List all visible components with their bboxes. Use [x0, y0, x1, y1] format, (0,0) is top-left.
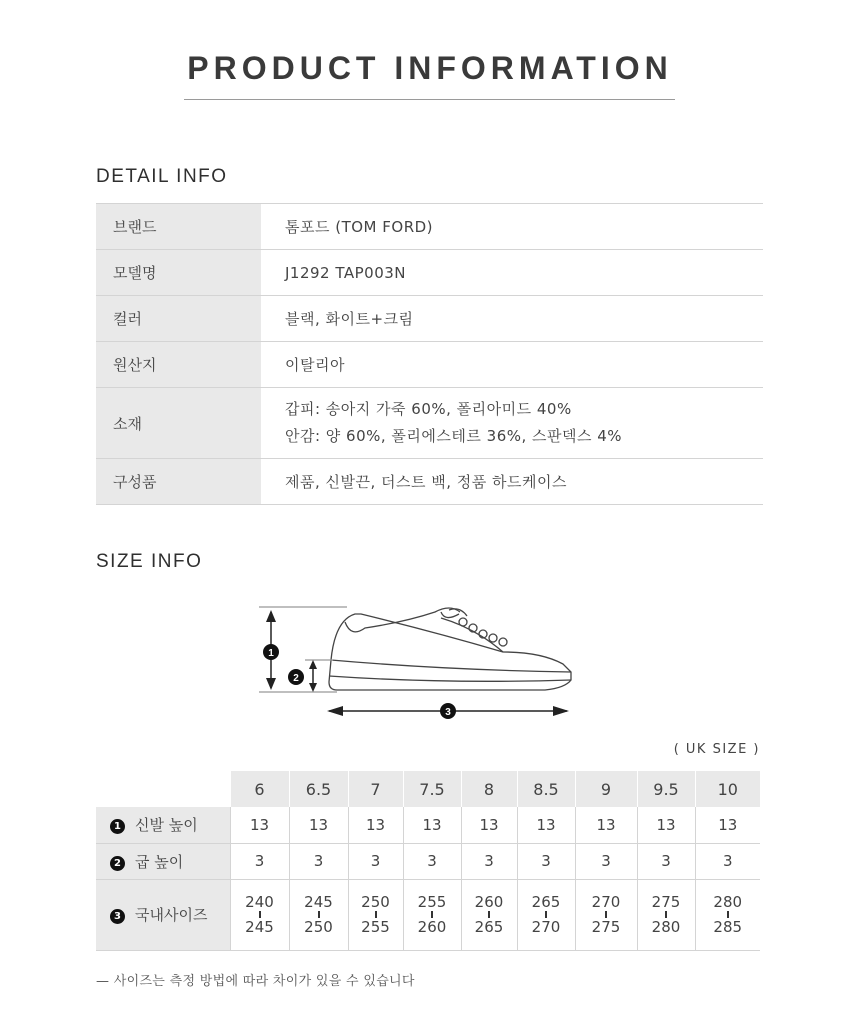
size-header-cell: 9	[575, 771, 637, 807]
table-cell: 3	[403, 843, 461, 879]
table-cell: 13	[230, 807, 289, 843]
page-title: PRODUCT INFORMATION	[187, 50, 673, 86]
heel-height-row	[96, 843, 760, 879]
detail-info-table	[96, 203, 763, 505]
size-range-cell	[348, 879, 403, 950]
size-info-heading: SIZE INFO	[96, 551, 203, 572]
title-underline	[184, 99, 675, 100]
row-label-text: 국내사이즈	[135, 906, 208, 924]
size-range-cell	[517, 879, 575, 950]
detail-value: 이탈리아	[261, 342, 763, 388]
size-range-cell	[230, 879, 289, 950]
size-range-cell	[289, 879, 348, 950]
table-cell: 13	[517, 807, 575, 843]
size-range-cell	[575, 879, 637, 950]
size-unit-label: ( UK SIZE )	[673, 742, 760, 757]
range-from: 260	[474, 893, 504, 911]
range-from: 250	[361, 893, 390, 911]
table-cell: 13	[637, 807, 695, 843]
size-range-cell	[695, 879, 760, 950]
table-cell: 13	[575, 807, 637, 843]
size-header-cell: 8.5	[517, 771, 575, 807]
row-label	[96, 879, 230, 950]
detail-label: 브랜드	[96, 204, 261, 250]
korean-size-row	[96, 879, 760, 950]
range-from: 245	[304, 893, 333, 911]
size-range-cell	[403, 879, 461, 950]
detail-label: 컬러	[96, 296, 261, 342]
size-header-cell: 6.5	[289, 771, 348, 807]
range-from: 280	[713, 893, 743, 911]
range-to: 250	[304, 918, 333, 936]
range-to: 280	[651, 918, 681, 936]
table-cell: 3	[461, 843, 517, 879]
table-cell: 3	[637, 843, 695, 879]
range-to: 265	[474, 918, 504, 936]
size-range-cell	[461, 879, 517, 950]
detail-value: J1292 TAP003N	[261, 250, 763, 296]
size-header-cell: 9.5	[637, 771, 695, 807]
table-cell: 3	[695, 843, 760, 879]
marker-1-badge: 1	[110, 819, 125, 834]
detail-value: 블랙, 화이트+크림	[261, 296, 763, 342]
size-header-cell: 8	[461, 771, 517, 807]
shoe-height-row	[96, 807, 760, 843]
row-label	[96, 843, 230, 879]
size-header-row	[96, 771, 760, 807]
shoe-measurement-diagram	[245, 598, 585, 728]
detail-row-material	[96, 388, 763, 459]
size-header-corner	[96, 771, 230, 807]
range-from: 265	[531, 893, 561, 911]
material-lining: 안감: 양 60%, 폴리에스테르 36%, 스판덱스 4%	[285, 427, 623, 445]
row-label-text: 굽 높이	[135, 852, 184, 871]
detail-row-origin	[96, 342, 763, 388]
marker-2-label: 2	[293, 673, 299, 684]
range-tick	[665, 911, 667, 918]
range-tick	[727, 911, 729, 918]
range-to: 275	[591, 918, 621, 936]
range-tick	[545, 911, 547, 918]
range-tick	[488, 911, 490, 918]
heel-arrow	[309, 660, 317, 692]
row-label	[96, 807, 230, 843]
detail-row-components	[96, 459, 763, 505]
detail-value	[261, 388, 763, 459]
range-tick	[375, 911, 377, 918]
table-cell: 3	[348, 843, 403, 879]
row-label-text: 신발 높이	[135, 816, 198, 835]
range-from: 255	[417, 893, 447, 911]
detail-row-brand	[96, 204, 763, 250]
detail-info-heading: DETAIL INFO	[96, 166, 228, 187]
size-header-cell: 7	[348, 771, 403, 807]
range-tick	[259, 911, 261, 918]
size-footnote: — 사이즈는 측정 방법에 따라 차이가 있을 수 있습니다	[96, 974, 415, 989]
table-cell: 3	[289, 843, 348, 879]
range-from: 270	[591, 893, 621, 911]
table-cell: 3	[230, 843, 289, 879]
marker-2-badge: 2	[110, 856, 125, 871]
table-cell: 13	[403, 807, 461, 843]
size-header-cell: 6	[230, 771, 289, 807]
detail-row-model	[96, 250, 763, 296]
detail-label: 원산지	[96, 342, 261, 388]
range-to: 245	[245, 918, 274, 936]
size-table	[96, 771, 760, 951]
marker-3-label: 3	[445, 707, 451, 718]
range-to: 270	[531, 918, 561, 936]
detail-label: 모델명	[96, 250, 261, 296]
range-tick	[431, 911, 433, 918]
range-to: 260	[417, 918, 447, 936]
detail-label: 구성품	[96, 459, 261, 505]
detail-value: 톰포드 (TOM FORD)	[261, 204, 763, 250]
detail-value: 제품, 신발끈, 더스트 백, 정품 하드케이스	[261, 459, 763, 505]
range-to: 285	[713, 918, 743, 936]
table-cell: 3	[575, 843, 637, 879]
material-upper: 갑피: 송아지 가죽 60%, 폴리아미드 40%	[285, 400, 572, 418]
table-cell: 13	[695, 807, 760, 843]
range-tick	[318, 911, 320, 918]
size-header-cell: 7.5	[403, 771, 461, 807]
range-to: 255	[361, 918, 390, 936]
table-cell: 13	[348, 807, 403, 843]
detail-row-color	[96, 296, 763, 342]
detail-label: 소재	[96, 388, 261, 459]
table-cell: 3	[517, 843, 575, 879]
size-range-cell	[637, 879, 695, 950]
marker-3-badge: 3	[110, 909, 125, 924]
range-tick	[605, 911, 607, 918]
table-cell: 13	[461, 807, 517, 843]
shoe-illustration	[259, 607, 571, 692]
range-from: 275	[651, 893, 681, 911]
size-header-cell: 10	[695, 771, 760, 807]
range-from: 240	[245, 893, 274, 911]
marker-1-label: 1	[268, 648, 274, 659]
table-cell: 13	[289, 807, 348, 843]
